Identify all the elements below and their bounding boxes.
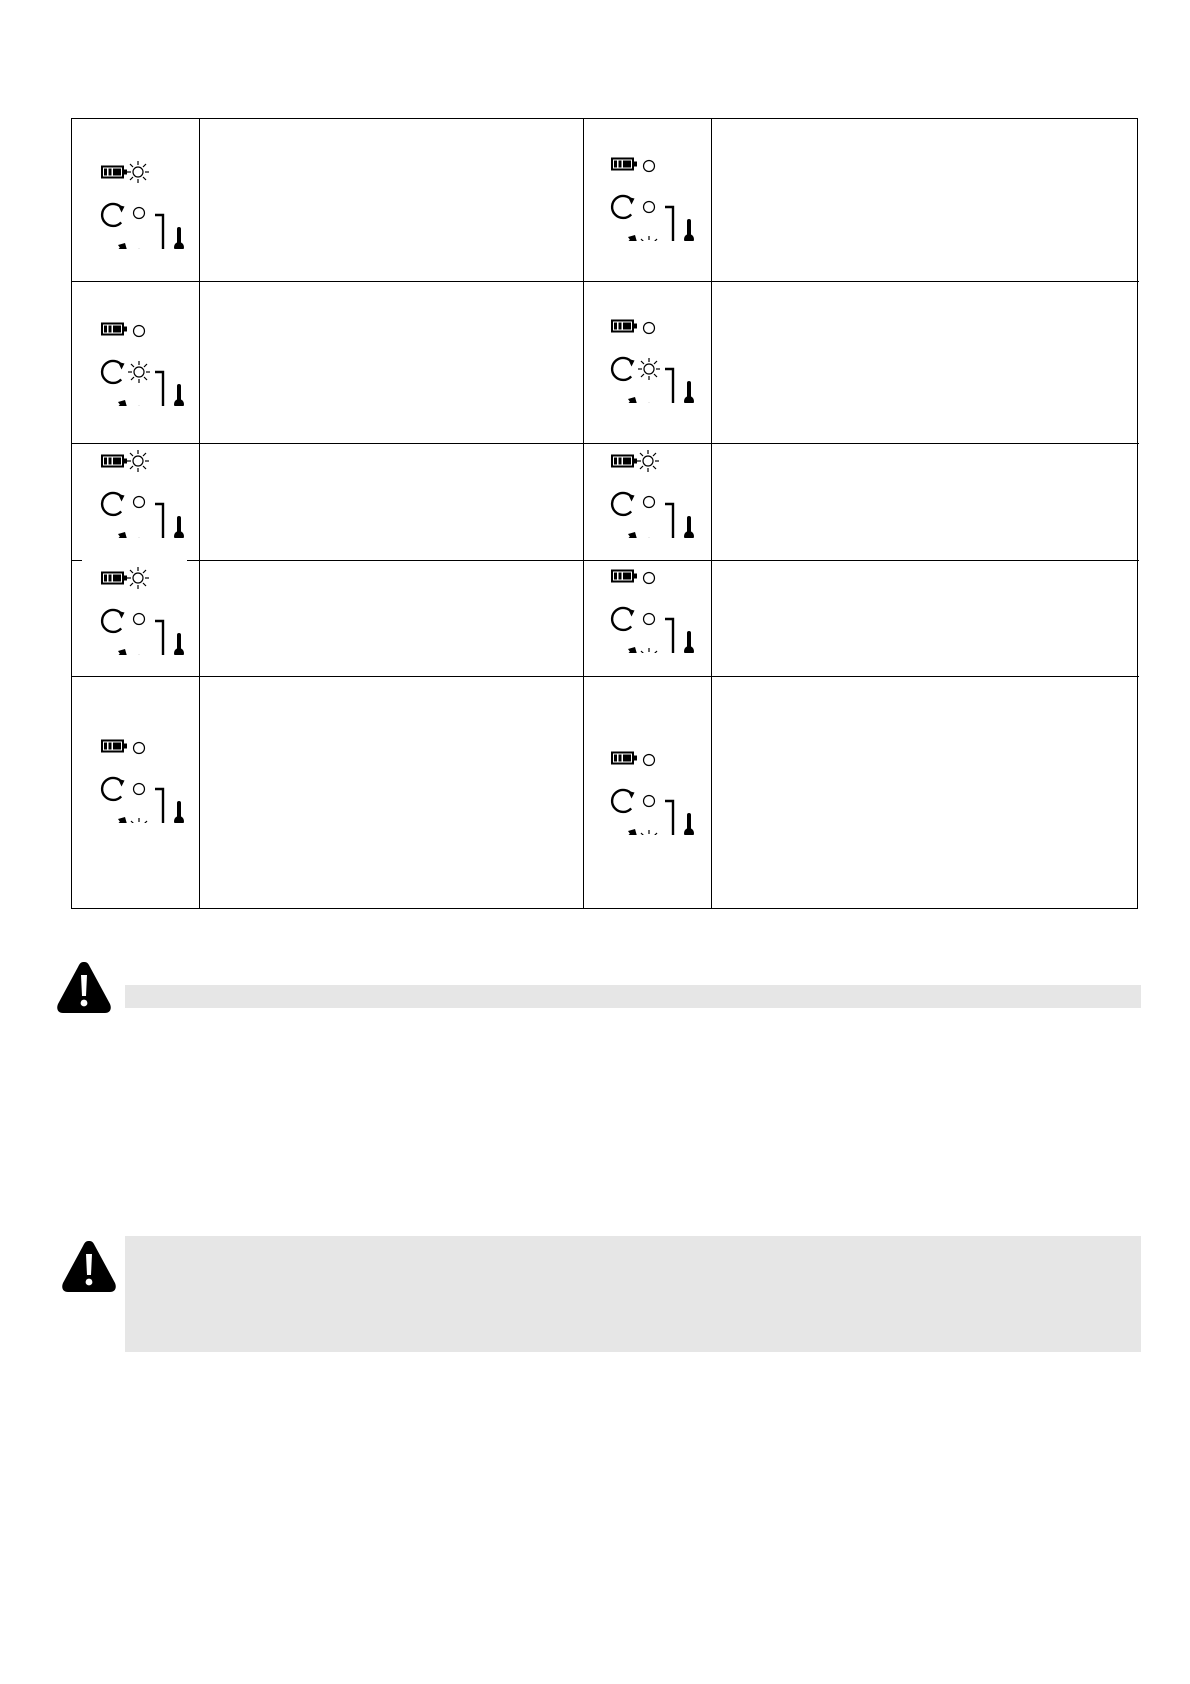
column-divider	[711, 119, 712, 908]
indicator-panel	[594, 426, 704, 538]
indicator-panel-graphic	[84, 294, 194, 406]
indicator-panel	[84, 294, 194, 406]
description-cell	[202, 446, 580, 558]
warning-text-bar	[125, 1236, 1141, 1352]
refresh-icon	[612, 790, 634, 812]
cycle-led-off	[644, 614, 655, 625]
cycle-led-off	[134, 497, 145, 508]
refresh-icon	[612, 493, 634, 515]
battery-led-on	[127, 450, 149, 472]
indicator-panel	[84, 137, 194, 249]
refresh-icon	[612, 358, 634, 380]
bracket-icon	[155, 621, 163, 655]
cycle-led-off	[644, 497, 655, 508]
battery-icon	[102, 324, 127, 335]
description-cell	[714, 563, 1134, 674]
bracket-icon	[665, 207, 673, 241]
indicator-panel	[594, 723, 704, 835]
cycle-led-off	[134, 784, 145, 795]
wrench-led-on	[128, 818, 150, 823]
battery-icon	[102, 573, 127, 584]
cycle-led-off	[644, 796, 655, 807]
wrench-icon	[100, 400, 127, 406]
column-divider	[583, 119, 584, 908]
refresh-icon	[612, 196, 634, 218]
description-cell	[714, 679, 1134, 908]
warning-notice	[0, 960, 1190, 1020]
cycle-led-off	[644, 202, 655, 213]
battery-led-off	[134, 326, 145, 337]
refresh-icon	[102, 493, 124, 515]
battery-led-off	[644, 161, 655, 172]
cycle-led-on	[128, 361, 150, 383]
battery-led-off	[134, 743, 145, 754]
indicator-panel-graphic	[594, 426, 704, 538]
warning-triangle-icon	[57, 960, 115, 1018]
thermometer-icon	[174, 633, 184, 655]
battery-icon	[612, 753, 637, 764]
battery-icon	[612, 321, 637, 332]
indicator-panel	[594, 541, 704, 653]
battery-icon	[102, 456, 127, 467]
battery-led-off	[644, 323, 655, 334]
led-status-table	[71, 118, 1138, 909]
wrench-icon	[610, 829, 637, 835]
description-cell	[202, 284, 580, 441]
bracket-icon	[665, 801, 673, 835]
cycle-led-off	[134, 208, 145, 219]
warning-triangle-icon	[62, 1239, 120, 1297]
indicator-panel	[84, 543, 194, 655]
thermometer-icon	[684, 219, 694, 241]
bracket-icon	[155, 215, 163, 249]
bracket-icon	[665, 619, 673, 653]
wrench-led-on	[638, 236, 660, 241]
description-cell	[714, 446, 1134, 558]
description-cell	[714, 121, 1134, 279]
battery-led-on	[637, 450, 659, 472]
wrench-icon	[100, 532, 127, 538]
description-cell	[202, 121, 580, 279]
row-divider	[72, 281, 1139, 282]
battery-led-on	[127, 161, 149, 183]
bracket-icon	[155, 504, 163, 538]
indicator-panel-graphic	[84, 426, 194, 538]
thermometer-icon	[174, 227, 184, 249]
cycle-led-off	[134, 614, 145, 625]
battery-led-off	[644, 755, 655, 766]
cycle-led-on	[638, 358, 660, 380]
indicator-panel-graphic	[594, 541, 704, 653]
wrench-icon	[100, 243, 127, 249]
indicator-panel-graphic	[594, 129, 704, 241]
refresh-icon	[102, 204, 124, 226]
wrench-icon	[100, 649, 127, 655]
indicator-panel-graphic	[84, 543, 194, 655]
thermometer-icon	[174, 516, 184, 538]
wrench-led-on	[638, 648, 660, 653]
indicator-panel-graphic	[594, 723, 704, 835]
indicator-panel-graphic	[594, 291, 704, 403]
wrench-icon	[610, 397, 637, 403]
bracket-icon	[155, 372, 163, 406]
bracket-icon	[665, 369, 673, 403]
warning-notice	[0, 1236, 1190, 1356]
refresh-icon	[102, 361, 124, 383]
thermometer-icon	[174, 801, 184, 823]
column-divider	[199, 119, 200, 908]
thermometer-icon	[684, 516, 694, 538]
thermometer-icon	[684, 631, 694, 653]
bracket-icon	[155, 789, 163, 823]
wrench-icon	[610, 532, 637, 538]
bracket-icon	[665, 504, 673, 538]
indicator-panel-graphic	[84, 137, 194, 249]
battery-icon	[612, 456, 637, 467]
row-divider	[72, 560, 82, 561]
battery-icon	[612, 571, 637, 582]
battery-led-off	[644, 573, 655, 584]
wrench-icon	[610, 235, 637, 241]
battery-icon	[612, 159, 637, 170]
description-cell	[714, 284, 1134, 441]
indicator-panel	[594, 129, 704, 241]
thermometer-icon	[174, 384, 184, 406]
wrench-icon	[610, 647, 637, 653]
indicator-panel	[594, 291, 704, 403]
battery-icon	[102, 741, 127, 752]
thermometer-icon	[684, 813, 694, 835]
description-cell	[202, 679, 580, 908]
row-divider	[72, 676, 1139, 677]
indicator-panel	[84, 711, 194, 823]
indicator-panel-graphic	[84, 711, 194, 823]
refresh-icon	[612, 608, 634, 630]
refresh-icon	[102, 778, 124, 800]
thermometer-icon	[684, 381, 694, 403]
wrench-icon	[100, 817, 127, 823]
description-cell	[202, 563, 580, 674]
battery-icon	[102, 167, 127, 178]
indicator-panel	[84, 426, 194, 538]
wrench-led-on	[638, 830, 660, 835]
battery-led-on	[127, 567, 149, 589]
refresh-icon	[102, 610, 124, 632]
warning-text-bar	[125, 985, 1141, 1008]
